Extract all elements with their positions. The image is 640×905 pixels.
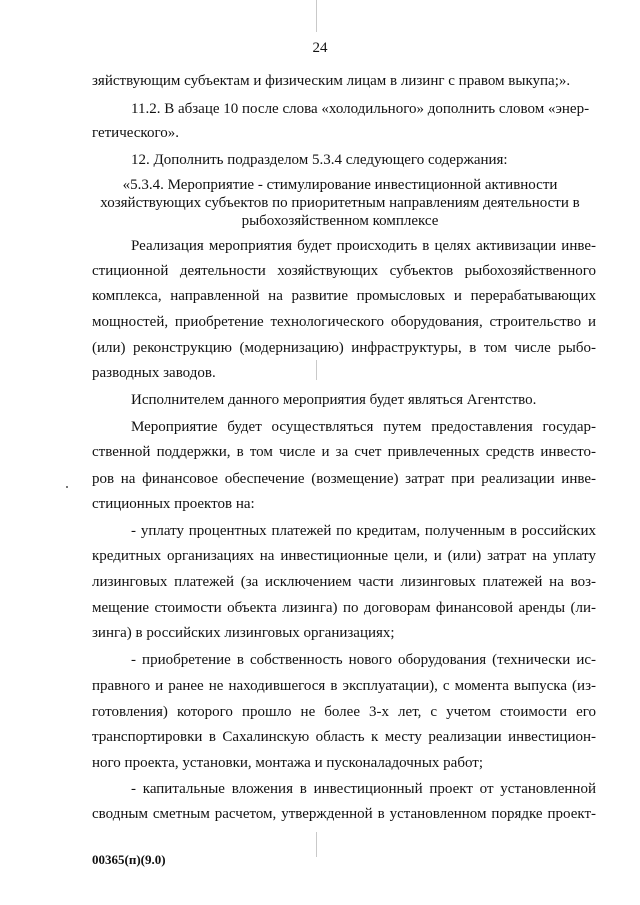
subsection-heading: рыбохозяйственном комплексе xyxy=(241,213,439,229)
document-code: 00365(п)(9.0) xyxy=(92,852,166,867)
paragraph-line: (или) реконструкцию (модернизацию) инфраструктуры, в том числе рыбо- xyxy=(92,340,596,356)
scan-artifact-dot xyxy=(66,486,68,488)
list-item-line: сводным сметным расчетом, утвержденной в установленном порядке проект- xyxy=(92,806,596,822)
list-item-line: мещение стоимости объекта лизинга) по договорам финансовой аренды (ли- xyxy=(92,600,596,616)
list-item-line: транспортировки в Сахалинскую область к месту реализации инвестицион- xyxy=(92,729,596,745)
paragraph-line: Реализация мероприятия будет происходить в целях активизации инве- xyxy=(131,238,596,254)
list-item-line: правного и ранее не находившегося в эксплуатации), с момента выпуска (из- xyxy=(92,678,596,694)
paragraph-line: зяйствующим субъектам и физическим лицам в лизинг с правом выкупа;». xyxy=(92,73,571,89)
paragraph-line: 12. Дополнить подразделом 5.3.4 следующего содержания: xyxy=(131,152,508,168)
page-number: 24 xyxy=(312,40,328,56)
paragraph-line: 11.2. В абзаце 10 после слова «холодильного» дополнить словом «энер- xyxy=(131,101,590,117)
list-item-line: - уплату процентных платежей по кредитам, полученным в российских xyxy=(131,523,596,539)
scan-artifact-line xyxy=(316,0,317,32)
subsection-heading: хозяйствующих субъектов по приоритетным направлениям деятельности в xyxy=(100,195,580,211)
paragraph-line: Исполнителем данного мероприятия будет являться Агентство. xyxy=(131,392,537,408)
list-item-line: - капитальные вложения в инвестиционный проект от установленной xyxy=(131,781,596,797)
list-item-line: ного проекта, установки, монтажа и пусконаладочных работ; xyxy=(92,755,483,771)
list-item-line: готовления) которого прошло не более 3-х лет, с учетом стоимости его xyxy=(92,704,596,720)
list-item-line: кредитных организациях на инвестиционные цели, и (или) затрат на уплату xyxy=(92,548,596,564)
paragraph-line: ственной поддержки, в том числе и за счет привлеченных средств инвесто- xyxy=(92,444,596,460)
paragraph-line: стиционных проектов на: xyxy=(92,496,255,512)
paragraph-line: гетического». xyxy=(92,125,179,141)
list-item-line: - приобретение в собственность нового оборудования (технически ис- xyxy=(131,652,596,668)
paragraph-line: ров на финансовое обеспечение (возмещение) затрат при реализации инве- xyxy=(92,471,596,487)
paragraph-line: Мероприятие будет осуществляться путем предоставления государ- xyxy=(131,419,596,435)
paragraph-line: разводных заводов. xyxy=(92,365,216,381)
scan-artifact-line xyxy=(316,832,317,857)
list-item-line: зинга) в российских лизинговых организациях; xyxy=(92,625,395,641)
subsection-heading: «5.3.4. Мероприятие - стимулирование инвестиционной активности xyxy=(122,177,558,193)
paragraph-line: мощностей, приобретение технологического оборудования, строительство и xyxy=(92,314,596,330)
paragraph-line: комплекса, направленной на развитие промысловых и перерабатывающих xyxy=(92,288,596,304)
paragraph-line: стиционной деятельности хозяйствующих субъектов рыбохозяйственного xyxy=(92,263,596,279)
list-item-line: лизинговых платежей (за исключением части лизинговых платежей на воз- xyxy=(92,574,596,590)
